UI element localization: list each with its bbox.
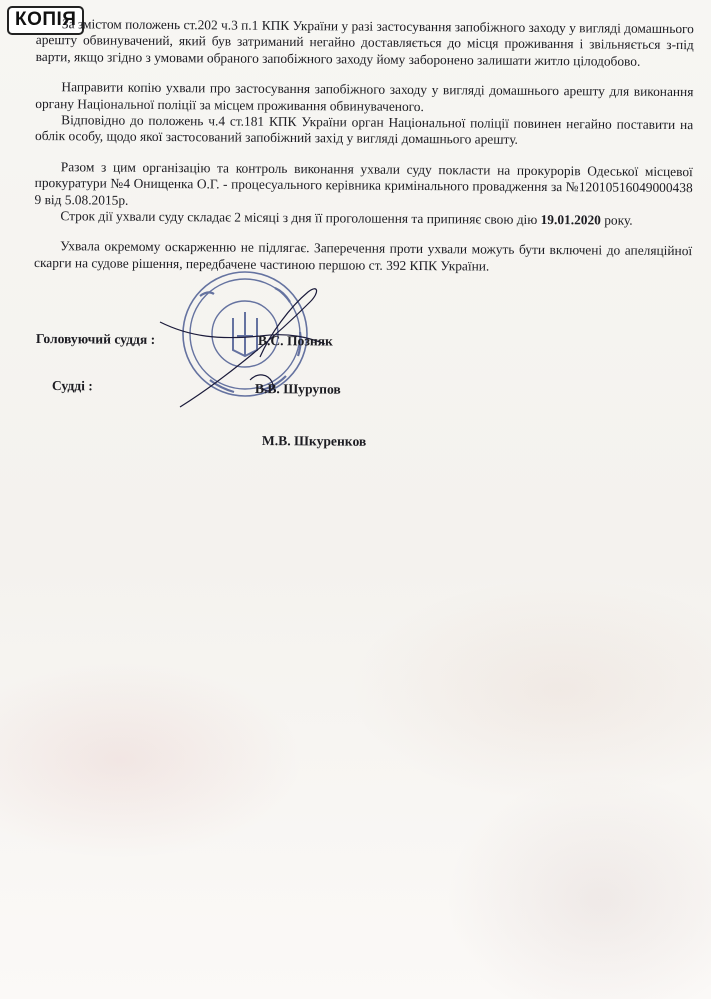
judge-shurupov-name: В.В. Шурупов <box>254 381 341 397</box>
paragraph-prosecutor-control: Разом з цим організацію та контроль виконання ухвали суду покласти на прокурорів Одеської місцевої прокуратури №4 Онищенка О.Г. - процесуального керівника кримінального провадження за №12010516049000438 9 від 5.08.2015р. <box>34 159 693 208</box>
ruling-text <box>34 16 694 276</box>
copy-stamp: КОПІЯ <box>7 6 84 35</box>
presiding-judge-name: В.С. Позняк <box>257 333 333 349</box>
paragraph-appeal-note: Ухвала окремому оскарженню не підлягає. Заперечення проти ухвали можуть бути включені до апеляційної скарги на судове рішення, передбачене частиною першою ст. 392 КПК України. <box>34 238 693 274</box>
term-end-date: 19.01.2020 <box>540 212 601 228</box>
term-end-suffix: року. <box>600 212 633 228</box>
paragraph-send-copy-police: Направити копію ухвали про застосування запобіжного заходу у вигляді домашнього арешту для виконання органу Національної поліції за місцем проживання обвинуваченого. <box>35 79 694 114</box>
judge-shkurenkov-name: М.В. Шкуренков <box>261 433 367 449</box>
presiding-judge-label: Головуючий суддя : <box>35 331 156 347</box>
paragraph-police-registration: Відповідно до положень ч.4 ст.181 КПК України орган Національної поліції повинен негайно поставити на облік особу, щодо якої застосований запобіжний захід у вигляді домашнього арешту. <box>34 112 694 148</box>
term-text: Строк дії ухвали суду складає 2 місяці з дня її проголошення та припиняє свою дію <box>60 208 538 228</box>
judges-label: Судді : <box>51 378 93 394</box>
paragraph-house-arrest-release: За змістом положень ст.202 ч.3 п.1 КПК України у разі застосування запобіжного заходу у вигляді домашнього арешту обвинувачений, який був затриманий негайно доставляється до місця проживання і звільняється з-під варти, якщо згідно з умовами обраного запобіжного заходу йому заборонено залишати житло цілодобово. <box>35 16 694 69</box>
